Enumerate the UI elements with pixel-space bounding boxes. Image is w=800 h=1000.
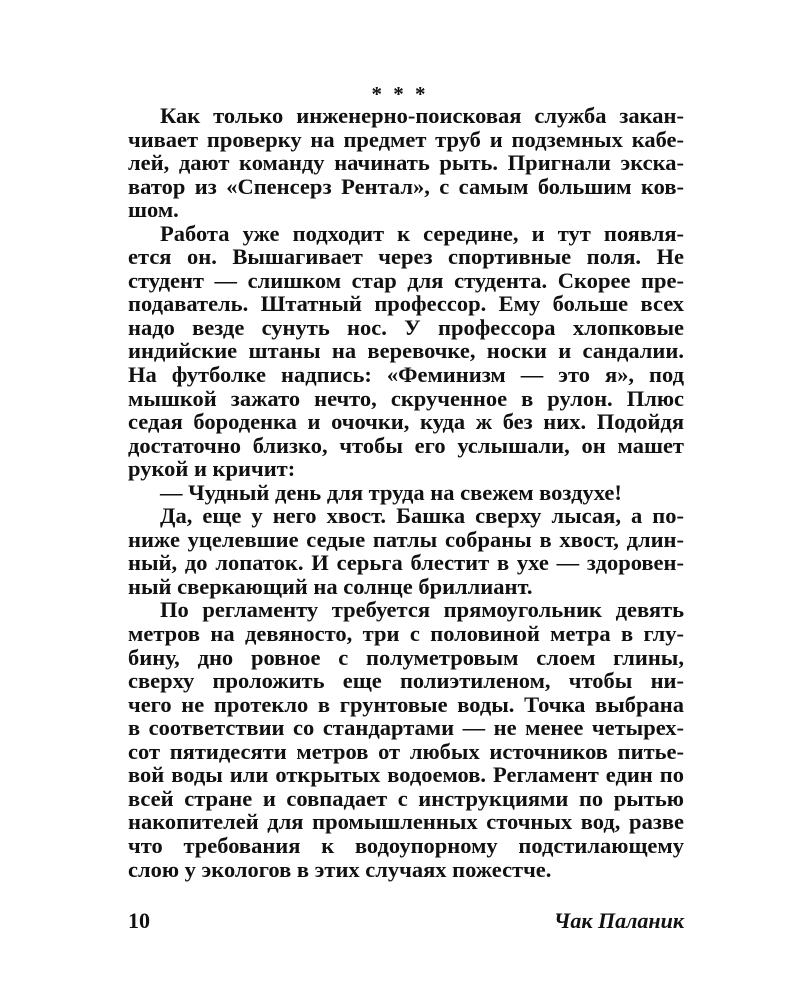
text-line: — Чудный день для труда на свежем воздухе! (160, 479, 622, 505)
text-line: надо везде сунуть нос. У профессора хлопковые (128, 314, 684, 340)
text-line: ный сверкающий на солнце бриллиант. (128, 573, 533, 599)
text-line: слою у экологов в этих случаях пожестче. (128, 856, 552, 882)
text-line: индийские штаны на веревочке, носки и сандалии. (128, 338, 684, 364)
text-line: На футболке надпись: «Феминизм — это я», под (128, 362, 684, 388)
text-line: подаватель. Штатный профессор. Ему больше всех (128, 291, 684, 317)
text-line: вой воды или открытых водоемов. Регламент един по (128, 762, 684, 788)
text-line: ный, до лопаток. И серьга блестит в ухе — здоровен- (128, 550, 684, 576)
text-line: в соответствии со стандартами — не менее четырех- (128, 715, 684, 741)
text-line: Да, еще у него хвост. Башка сверху лысая, а по- (160, 503, 684, 529)
text-line: мышкой зажато нечто, скрученное в рулон. Плюс (128, 385, 684, 411)
text-line: сверху проложить еще полиэтиленом, чтобы ни- (128, 668, 684, 694)
running-author: Чак Паланик (553, 908, 684, 933)
text-line: По регламенту требуется прямоугольник девять (160, 597, 684, 623)
text-line: студент — слишком стар для студента. Скорее пре- (128, 267, 684, 293)
text-line: ется он. Вышагивает через спортивные поля. Не (128, 244, 684, 270)
text-line: метров на девяносто, три с половиной метра в глу- (128, 621, 684, 647)
text-line: всей стране и совпадает с инструкциями по рытью (128, 785, 684, 811)
text-line: чивает проверку на предмет труб и подземных кабе- (128, 126, 684, 152)
text-line: лей, дают команду начинать рыть. Пригнали экска- (128, 150, 684, 176)
body-text (128, 104, 684, 881)
text-line: накопителей для промышленных сточных вод, разве (128, 809, 684, 835)
text-line: бину, дно ровное с полуметровым слоем глины, (128, 644, 684, 670)
text-line: ватор из «Спенсерз Рентал», с самым большим ков- (128, 173, 684, 199)
dialogue-paragraph (128, 481, 684, 505)
text-line: ниже уцелевшие седые патлы собраны в хвост, длин- (128, 526, 684, 552)
paragraph (128, 504, 684, 598)
text-line: Работа уже подходит к середине, и тут появля- (160, 220, 684, 246)
text-line: шом. (128, 197, 179, 223)
text-line: чего не протекло в грунтовые воды. Точка выбрана (128, 691, 684, 717)
text-line: что требования к водоупорному подстилающему (128, 832, 684, 858)
text-line: седая бороденка и очочки, куда ж без них. Подойдя (128, 409, 684, 435)
page-footer (128, 908, 684, 936)
section-separator: * * * (371, 82, 429, 106)
paragraph (128, 104, 684, 222)
text-line: Как только инженерно-поисковая служба закан- (160, 103, 684, 128)
text-line: сот пятидесяти метров от любых источников питье- (128, 738, 684, 764)
text-line: достаточно близко, чтобы его услышали, он машет (128, 432, 684, 458)
page-number: 10 (128, 908, 150, 933)
paragraph (128, 598, 684, 881)
paragraph (128, 222, 684, 481)
text-line: рукой и кричит: (128, 456, 296, 482)
